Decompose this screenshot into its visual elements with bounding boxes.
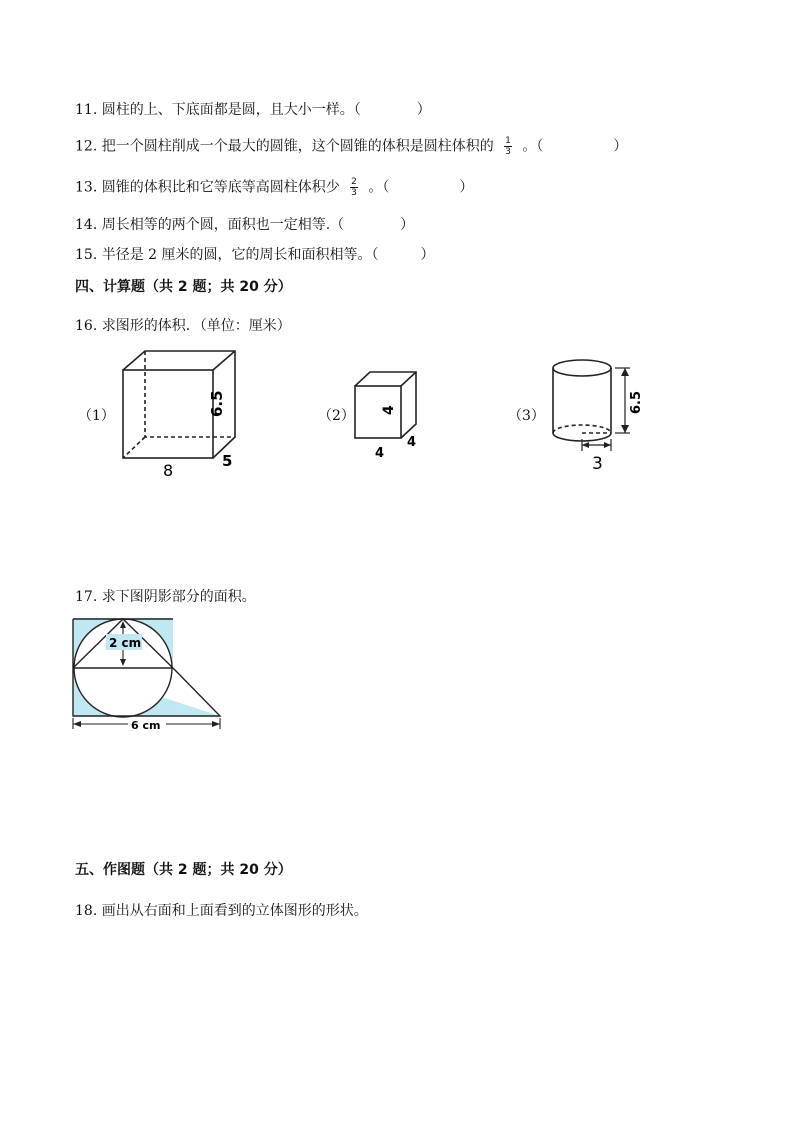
cuboid-length-label: 8 — [163, 461, 174, 480]
figure-1-label: （1） — [78, 408, 115, 424]
section-4-heading: 四、计算题（共 2 题；共 20 分） — [75, 279, 292, 295]
cube-top-right-edges — [355, 372, 416, 438]
cuboid-width-label: 5 — [222, 452, 233, 470]
cylinder-radius-label: 3 — [592, 454, 603, 474]
cylinder-arrowheads — [582, 368, 629, 448]
question-12-text: 12. 把一个圆柱削成一个最大的圆锥，这个圆锥的体积是圆柱体积的 — [75, 138, 494, 155]
cuboid-hidden-edge — [123, 437, 145, 458]
fraction-denominator: 3 — [351, 188, 357, 198]
question-11-text: 11. 圆柱的上、下底面都是圆，且大小一样。（ ） — [75, 102, 431, 118]
figure-2-label: （2） — [318, 408, 355, 424]
cuboid-height-label: 6.5 — [208, 390, 226, 417]
cube-edge — [401, 372, 416, 386]
cylinder-height-label: 6.5 — [629, 390, 644, 414]
fraction-numerator: 1 — [505, 136, 511, 146]
fraction-numerator: 2 — [351, 177, 357, 187]
question-12 — [75, 136, 627, 157]
question-12-answer-blank[interactable]: 。（ ） — [522, 138, 628, 155]
question-15-text: 15. 半径是 2 厘米的圆，它的周长和面积相等。（ ） — [75, 247, 435, 263]
question-16: 16. 求图形的体积．（单位：厘米） — [75, 318, 291, 334]
cube-width-label: 4 — [407, 435, 417, 450]
cube-height-label: 4 — [381, 405, 397, 415]
question-13-answer-blank[interactable]: 。（ ） — [368, 179, 474, 196]
base-label: 6 cm — [131, 719, 161, 732]
cube-length-label: 4 — [375, 446, 385, 461]
section-5-heading: 五、作图题（共 2 题；共 20 分） — [75, 862, 292, 878]
question-13-text: 13. 圆锥的体积比和它等底等高圆柱体积少 — [75, 179, 340, 196]
figure-3-label: （3） — [508, 408, 545, 424]
question-11 — [75, 100, 431, 120]
radius-label: 2 cm — [109, 636, 142, 650]
question-14 — [75, 215, 414, 235]
fraction-denominator: 3 — [505, 147, 511, 157]
cylinder-top-ellipse — [553, 360, 611, 376]
question-14-text: 14. 周长相等的两个圆，面积也一定相等.（ ） — [75, 217, 415, 233]
figure-3-cylinder — [548, 355, 658, 475]
fraction-one-third — [504, 136, 512, 157]
cuboid-edge — [213, 351, 235, 370]
fraction-two-thirds — [350, 177, 358, 198]
figure-1-cuboid — [115, 345, 245, 480]
cuboid-front-face — [123, 370, 213, 458]
question-17: 17. 求下图阴影部分的面积。 — [75, 589, 256, 605]
figure-4-shaded-area — [70, 615, 230, 730]
question-15 — [75, 245, 435, 265]
figure-2-cube — [350, 368, 430, 468]
question-13 — [75, 177, 473, 198]
question-18: 18. 画出从右面和上面看到的立体图形的形状。 — [75, 903, 368, 919]
cylinder-bottom-back-arc — [553, 425, 611, 433]
